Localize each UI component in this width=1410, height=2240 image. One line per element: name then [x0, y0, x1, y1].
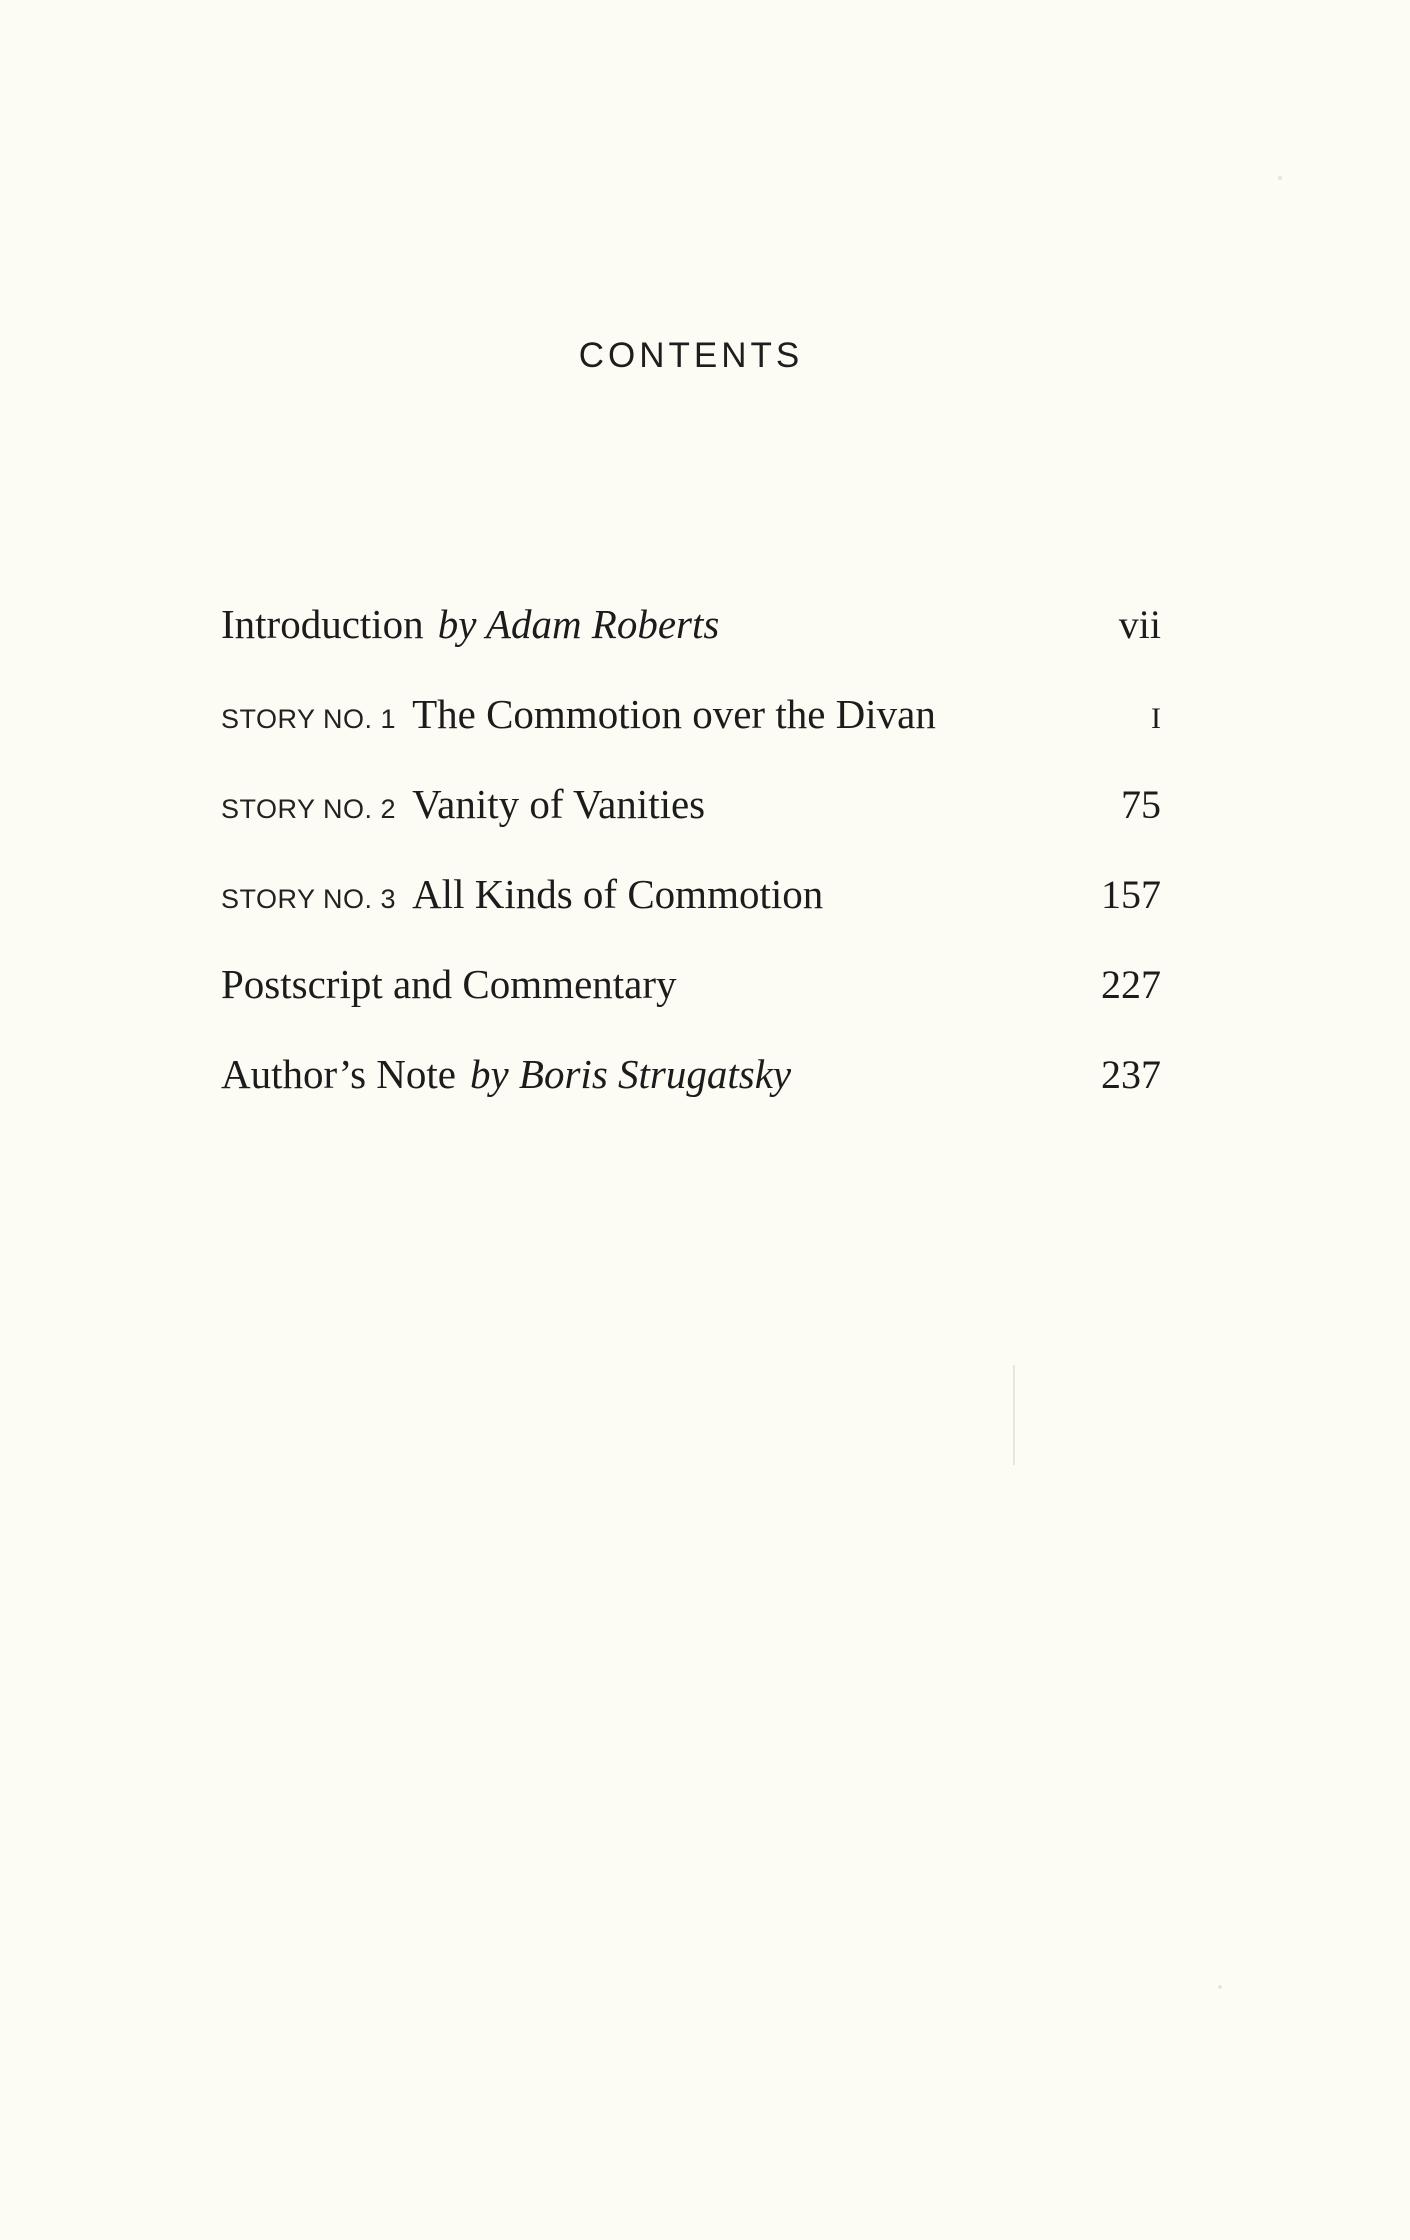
entry-page-number: 237 — [1101, 1052, 1161, 1097]
toc-entry-story-3 — [221, 870, 1161, 960]
entry-title: Vanity of Vanities — [412, 781, 706, 827]
toc-entry-authors-note — [221, 1050, 1161, 1140]
toc-entry-introduction — [221, 600, 1161, 690]
entry-page-number: 75 — [1121, 782, 1161, 827]
toc-entry-story-2 — [221, 780, 1161, 870]
page-title: CONTENTS — [578, 336, 804, 375]
paper-speck — [1278, 176, 1282, 180]
entry-page-number: 227 — [1101, 962, 1161, 1007]
entry-title: Postscript and Commentary — [221, 961, 677, 1007]
table-of-contents — [221, 600, 1161, 1140]
toc-entry-story-1 — [221, 690, 1161, 780]
entry-byline: by Boris Strugatsky — [469, 1051, 792, 1097]
entry-byline: by Adam Roberts — [437, 601, 720, 647]
entry-title: The Commotion over the Divan — [412, 691, 936, 737]
entry-page-number: I — [1151, 702, 1161, 735]
story-number-label: STORY NO. 3 — [221, 884, 397, 914]
entry-page-number: 157 — [1101, 872, 1161, 917]
paper-speck — [1218, 1985, 1222, 1989]
entry-title: Author’s Note — [221, 1051, 456, 1097]
entry-title: All Kinds of Commotion — [412, 871, 824, 917]
toc-entry-postscript — [221, 960, 1161, 1050]
paper-crease — [1013, 1365, 1015, 1465]
story-number-label: STORY NO. 2 — [221, 794, 397, 824]
story-number-label: STORY NO. 1 — [221, 704, 397, 734]
entry-page-number: vii — [1118, 602, 1161, 647]
entry-title: Introduction — [221, 601, 424, 647]
